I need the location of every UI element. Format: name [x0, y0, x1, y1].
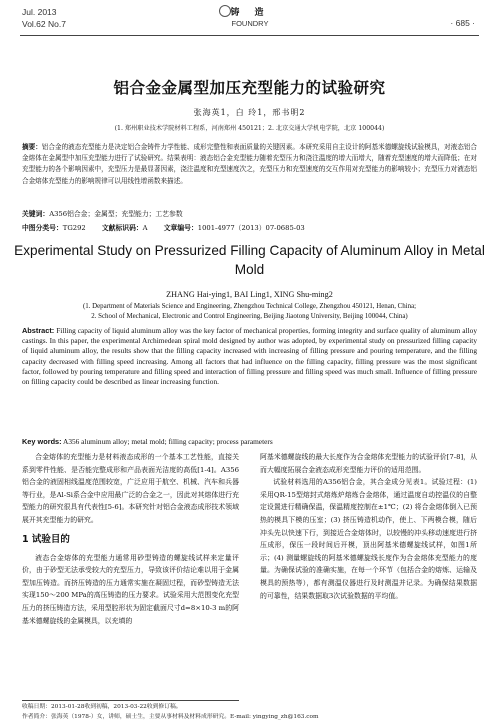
- journal-header: [0, 0, 499, 38]
- en-authors: ZHANG Hai-ying1, BAI Ling1, XING Shu-ming2: [166, 290, 333, 299]
- class-value: TG292: [62, 224, 86, 232]
- en-abstract: [22, 326, 477, 387]
- cn-authors: 张海英1，白 玲1，邢书明2: [193, 108, 306, 117]
- article-no-label: 文章编号：: [163, 224, 198, 232]
- en-affiliation-2: 2. School of Mechanical, Electronic and Control Engineering, Beijing Jiaotong University, Beijing 100044, China): [91, 313, 408, 320]
- header-divider: [20, 35, 479, 36]
- cn-abstract: [22, 142, 477, 187]
- body-column-left: [22, 451, 239, 627]
- logo-emblem-icon: [219, 5, 231, 17]
- en-abstract-text: Filling capacity of liquid aluminum alloy was the key factor of mechanical properties, forming integrity and surface quality of aluminum alloy castings. In this paper, the experimental Archimedean spiral mold designed by author was adopted, by experimental study on pressurized filling capacity of liquid aluminum alloy, the results show that the filling capacity increased with increasing of filling pressure and pouring temperature, and the filling capacity decreased with filling speed increasing. Among all factors that had influence on the filling capacity, filling pressure was the most significant factor, followed by pouring temperature and filling speed and interaction of filling pressure and filling speed was much small. Influence of filling pressure on filling capacity could be described as linear increasing function.: [22, 326, 477, 387]
- cn-keywords-label: 关键词：: [22, 210, 50, 218]
- class-label: 中图分类号：: [22, 224, 63, 232]
- cn-title: 铝合金金属型加压充型能力的试验研究: [113, 79, 386, 97]
- en-affiliation: [0, 302, 499, 322]
- body-paragraph: 试验材料选用的A356铝合金，其合金成分见表1。试验过程：(1) 采用QR-15型熔封式熔炼炉熔炼合金熔体，通过温度自动控温仪的自整定设置进行精确保温，保温精度控制在±1℃；(2) 将合金熔体倒入已预热的模具下模的压室；(3) 挤压铸造机动作，使上、下两模合模，随后冲头先以快速下行，到接近合金熔体时，以较慢的冲头移动速度进行挤压成形，保压一段时间后开模，顶出阿基米德螺旋线试样，如图1所示；(4) 测量螺旋线的阿基米德螺旋线长度作为合金熔体充型能力的度量。为确保试验的准确实施，在每一个环节（包括合金的熔炼、运输及模具的预热等），都有测温仪器进行及时测温并记录。为确保结果数据的可靠性，结果数据取3次试验数据的平均值。: [260, 478, 477, 600]
- section-heading: 1 试验目的: [22, 533, 70, 545]
- en-abstract-label: Abstract:: [22, 326, 55, 335]
- logo-cn-text: 铸 造: [230, 8, 270, 18]
- article-no-value: 1001-4977（2013）07-0685-03: [197, 224, 305, 232]
- footnote-author: 作者简介：张海英（1978-）女，讲师，硕士生，主要从事材料及材料成形研究。E-mail: yingying_zh@163.com: [22, 714, 319, 720]
- journal-volume: Vol.62 No.7: [22, 19, 66, 29]
- body-paragraph: 液态合金熔体的充型能力通常用砂型铸造的螺旋线试样来定量评价，由于砂型无法承受较大的充型压力，导致该评价结论难以用于金属型加压铸造。而挤压铸造的压力通常实施在凝固过程，而砂型铸造无法实现150～200 MPa的高压铸造的压力要求。试验采用大范围变化充型压力的挤压铸造方法，采用型腔形状为固定截面尺寸d=8×10-3 m的阿基米德螺旋线的金属模具，以充填的: [22, 553, 239, 625]
- cn-classification: [22, 222, 477, 232]
- doc-code-value: A: [142, 224, 148, 232]
- body-paragraph: 阿基米德螺旋线的最大长度作为合金熔体充型能力的试验评价[7-8]，从而大幅度拓展合金液态成形充型能力评价的适用范围。: [260, 453, 477, 474]
- en-title: Experimental Study on Pressurized Filling Capacity of Aluminum Alloy in Metal Mold: [14, 243, 485, 277]
- footnote-received: 收稿日期：2013-01-28收到初稿，2013-03-22收到修订稿。: [22, 704, 182, 710]
- en-affiliation-1: (1. Department of Materials Science and Engineering, Zhengzhou Technical College, Zhengzhou 450121, Henan, China;: [82, 303, 417, 310]
- en-keywords-text: A356 aluminum alloy; metal mold; filling capacity; process parameters: [61, 437, 273, 446]
- cn-keywords: [22, 208, 477, 218]
- logo-en-text: FOUNDRY: [231, 19, 269, 28]
- page-number: · 685 ·: [450, 18, 475, 28]
- footnote-divider: [22, 700, 239, 701]
- en-keywords-label: Key words:: [22, 437, 62, 446]
- en-keywords: [22, 437, 477, 446]
- journal-date: Jul. 2013: [22, 7, 57, 17]
- journal-issue: [22, 6, 66, 30]
- body-paragraph: 合金熔体的充型能力是材料液态成形的一个基本工艺性能，直接关系到零件性能、是否能完整成形和产品表面光洁度的高低[1-4]。A356铝合金的液固相线温度范围较宽，广泛应用于航空、机械、汽车和兵器等行业，是Al-Si系合金中应用最广泛的合金之一，因此对其熔体进行充型能力的研究很具有代表性[5-6]。本研究针对铝合金液态成形技术领域展开其充型能力的研究。: [22, 453, 239, 524]
- body-column-right: [260, 451, 477, 602]
- doc-code-label: 文献标识码：: [101, 224, 143, 232]
- cn-abstract-text: 铝合金的液态充型能力是决定铝合金铸件力学性能、成形完整性和表面质量的关键因素。本研究采用自主设计的阿基米德螺旋线试验模具，对液态铝合金熔体在金属型中加压充型能力进行了试验研究。结果表明：液态铝合金充型能力随着充型压力和浇注温度的增大而增大，随着充型速度的增大而降低；在对充型能力的各个影响因素中，充型压力是最显著因素，浇注温度和充型速度次之，充型压力和充型速度的交互作用对充型能力的影响较小；充型压力对液态铝合金熔体充型能力的影响规律可以用线性增函数来描述。: [22, 143, 478, 185]
- cn-abstract-label: 摘要：: [22, 143, 42, 151]
- cn-affiliation: (1. 郑州职业技术学院材料工程系，河南郑州 450121；2. 北京交通大学机电学院，北京 100044): [114, 125, 385, 132]
- journal-logo: [205, 5, 295, 28]
- cn-keywords-text: A356铝合金；金属型；充型能力；工艺参数: [49, 210, 183, 218]
